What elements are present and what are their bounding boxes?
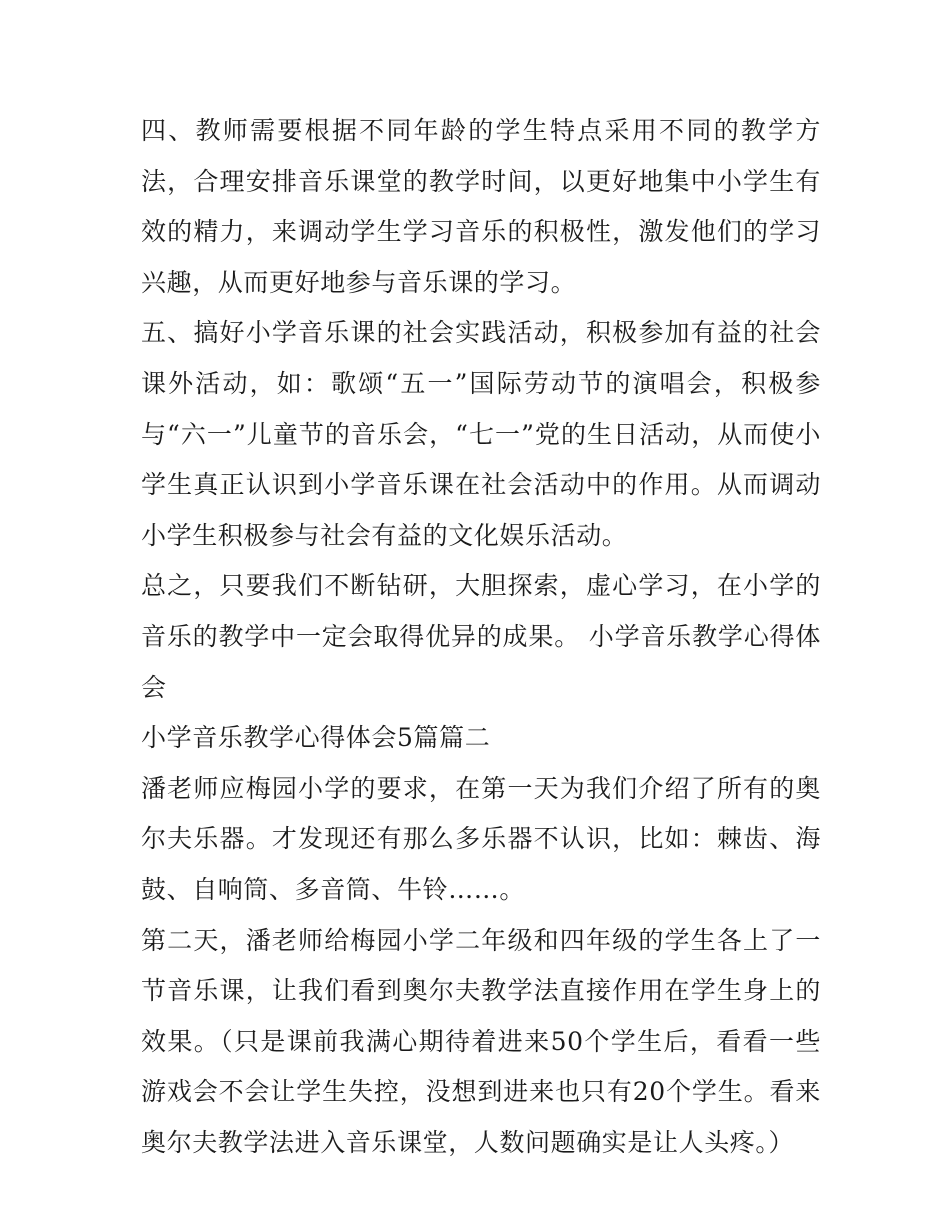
paragraph-teaching-methods: 四、教师需要根据不同年龄的学生特点采用不同的教学方法，合理安排音乐课堂的教学时间，以更好地集中小学生有效的精力，来调动学生学习音乐的积极性，激发他们的学习兴趣，从而更好地参与音乐课的学习。 — [141, 116, 821, 297]
section-heading: 小学音乐教学心得体会5篇篇二 — [141, 723, 491, 753]
paragraph-orff-instruments: 潘老师应梅园小学的要求，在第一天为我们介绍了所有的奥尔夫乐器。才发现还有那么多乐器不认识，比如：棘齿、海鼓、自响筒、多音筒、牛铃……。 — [141, 773, 821, 904]
paragraph-conclusion: 总之，只要我们不断钻研，大胆探索，虚心学习，在小学的音乐的教学中一定会取得优异的成果。 小学音乐教学心得体会 — [141, 571, 821, 702]
paragraph-second-day: 第二天，潘老师给梅园小学二年级和四年级的学生各上了一节音乐课，让我们看到奥尔夫教学法直接作用在学生身上的效果。（只是课前我满心期待着进来50个学生后，看看一些游戏会不会让学生失控，没想到进来也只有20个学生。看来奥尔夫教学法进入音乐课堂，人数问题确实是让人头疼。） — [141, 925, 821, 1157]
paragraph-social-practice: 五、搞好小学音乐课的社会实践活动，积极参加有益的社会课外活动，如：歌颂“五一”国际劳动节的演唱会，积极参与“六一”儿童节的音乐会，“七一”党的生日活动，从而使小学生真正认识到小学音乐课在社会活动中的作用。从而调动小学生积极参与社会有益的文化娱乐活动。 — [141, 318, 821, 550]
document-body — [141, 106, 821, 1168]
